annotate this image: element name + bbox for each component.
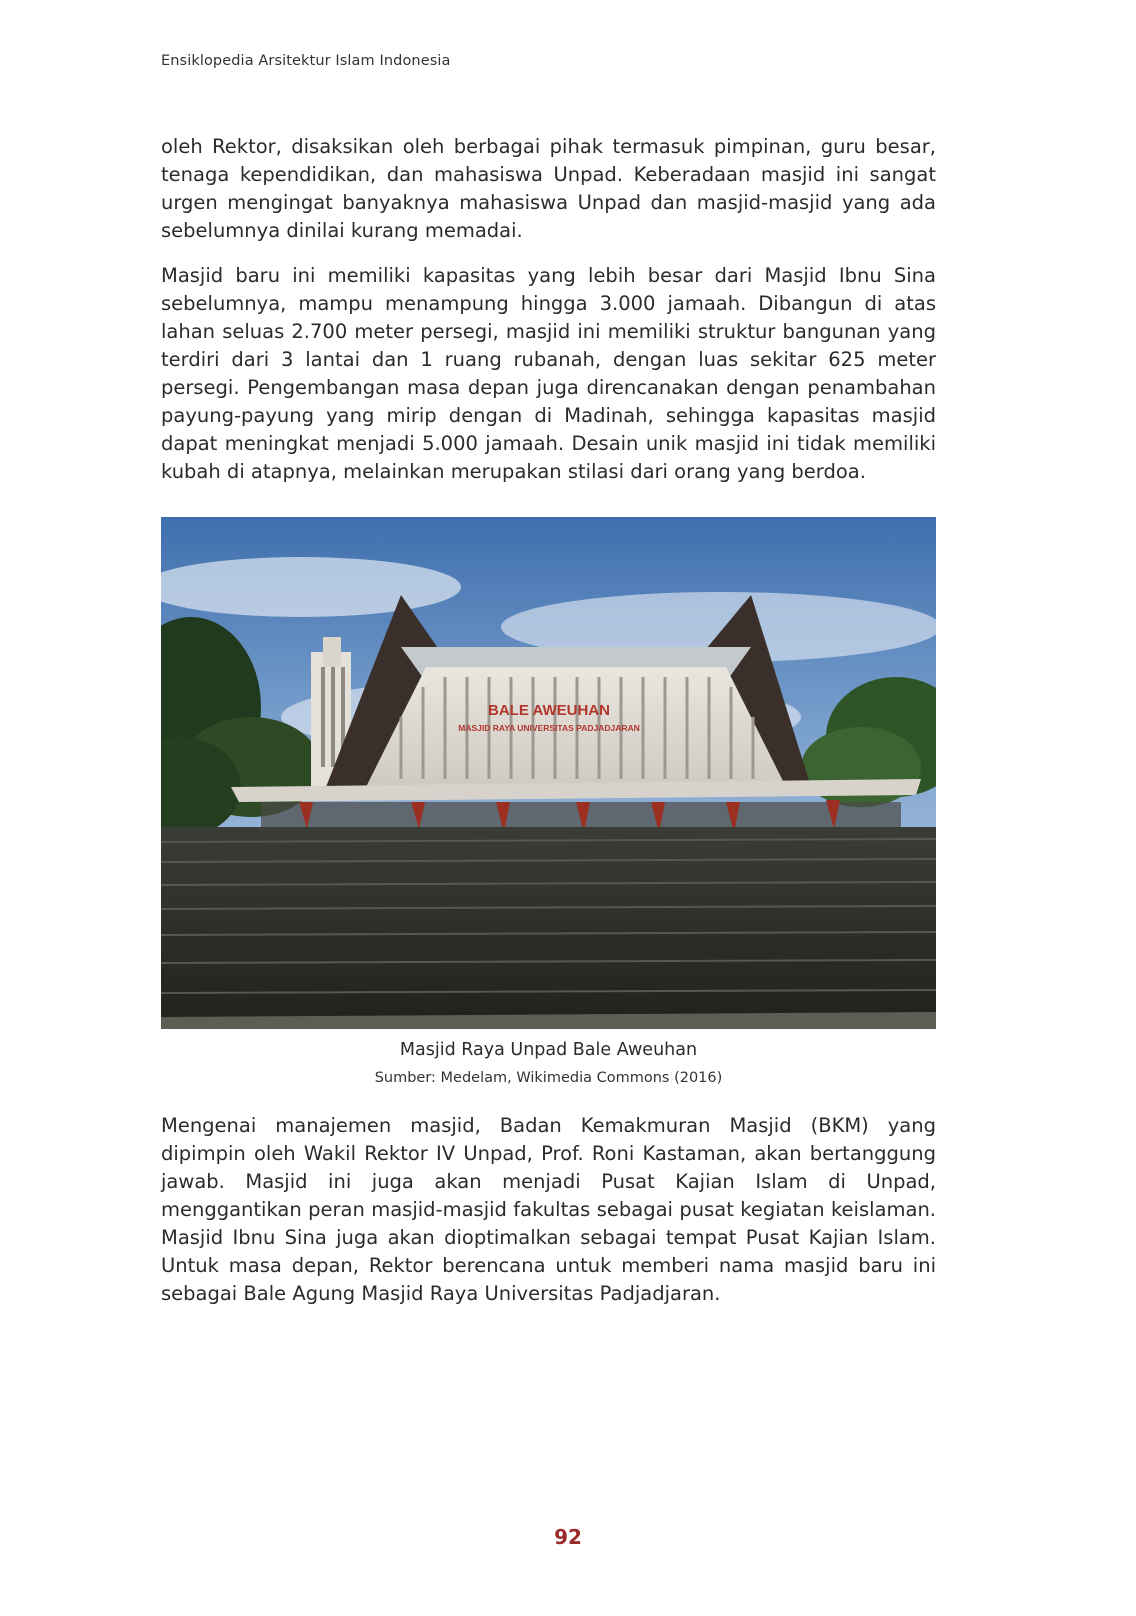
sign-title: BALE AWEUHAN (488, 702, 610, 719)
paragraph-text: oleh Rektor, disaksikan oleh berbagai pihak termasuk pimpinan, guru besar, tenaga kependidikan, dan mahasiswa Unpad. Keberadaan masjid ini sangat urgen mengingat banyaknya mahasiswa Unpad dan masjid-masjid yang ada sebelumnya dinilai kurang memadai. (161, 135, 936, 242)
stairs (161, 827, 936, 1029)
body-paragraph-3 (161, 1112, 936, 1308)
mosque-illustration (161, 517, 936, 1029)
figure-caption: Masjid Raya Unpad Bale Aweuhan (399, 1040, 698, 1060)
running-header: Ensiklopedia Arsitektur Islam Indonesia (161, 53, 451, 69)
figure-source: Sumber: Medelam, Wikimedia Commons (2016) (374, 1070, 723, 1086)
minaret-top (323, 637, 341, 667)
mosque-photo (161, 517, 936, 1029)
body-paragraph-2 (161, 262, 936, 486)
paragraph-text: Mengenai manajemen masjid, Badan Kemakmuran Masjid (BKM) yang dipimpin oleh Wakil Rektor IV Unpad, Prof. Roni Kastaman, akan bertanggung jawab. Masjid ini juga akan menjadi Pusat Kajian Islam di Unpad, menggantikan peran masjid-masjid fakultas sebagai pusat kegiatan keislaman. Masjid Ibnu Sina juga akan dioptimalkan sebagai tempat Pusat Kajian Islam. Untuk masa depan, Rektor berencana untuk memberi nama masjid baru ini sebagai Bale Agung Masjid Raya Universitas Padjadjaran. (161, 1114, 936, 1305)
page-number: 92 (554, 1525, 582, 1549)
sign-subtitle: MASJID RAYA UNIVERSITAS PADJADJARAN (458, 723, 640, 733)
paragraph-text: Masjid baru ini memiliki kapasitas yang lebih besar dari Masjid Ibnu Sina sebelumnya, mampu menampung hingga 3.000 jamaah. Dibangun di atas lahan seluas 2.700 meter persegi, masjid ini memiliki struktur bangunan yang terdiri dari 3 lantai dan 1 ruang rubanah, dengan luas sekitar 625 meter persegi. Pengembangan masa depan juga direncanakan dengan penambahan payung-payung yang mirip dengan di Madinah, sehingga kapasitas masjid dapat meningkat menjadi 5.000 jamaah. Desain unik masjid ini tidak memiliki kubah di atapnya, melainkan merupakan stilasi dari orang yang berdoa. (161, 264, 936, 483)
body-paragraph-1 (161, 133, 936, 245)
